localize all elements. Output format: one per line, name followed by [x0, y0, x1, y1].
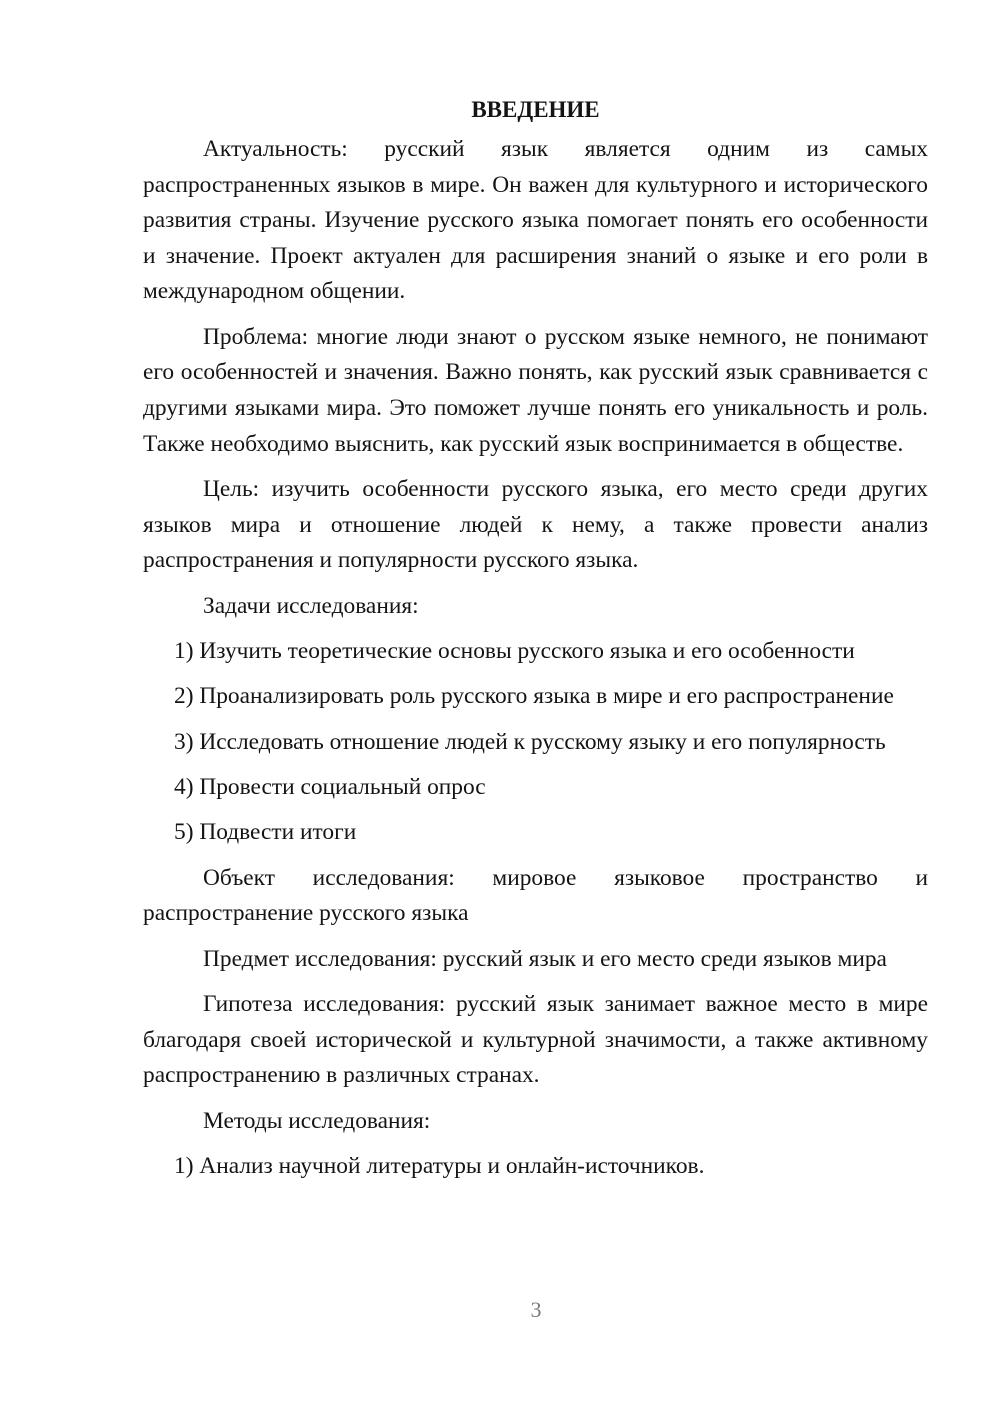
methods-heading: Методы исследования: — [203, 1107, 431, 1134]
goal-paragraph: Цель: изучить особенности русского языка, его место среди других языков мира и отношение людей к нему, а также провести анализ распространения и популярности русского языка. — [143, 475, 928, 574]
hypothesis-paragraph: Гипотеза исследования: русский язык занимает важное место в мире благодаря своей исторической и культурной значимости, а также активному распространению в различных странах. — [143, 991, 928, 1089]
problem-paragraph: Проблема: многие люди знают о русском языке немного, не понимают его особенностей и значения. Важно понять, как русский язык сравнивается с другими языками мира. Это поможет лучше понять его уникальность и роль. Также необходимо выяснить, как русский язык воспринимается в обществе. — [143, 323, 928, 457]
task-item: 4) Провести социальный опрос — [174, 774, 486, 801]
research-subject-paragraph: Предмет исследования: русский язык и его место среди языков мира — [203, 945, 887, 972]
task-item: 2) Проанализировать роль русского языка в мире и его распространение — [174, 683, 894, 710]
tasks-heading: Задачи исследования: — [203, 592, 419, 619]
section-title: ВВЕДЕНИЕ — [471, 97, 600, 122]
task-item: 1) Изучить теоретические основы русского языка и его особенности — [174, 637, 855, 664]
page-content — [143, 92, 928, 1185]
task-item: 5) Подвести итоги — [174, 819, 357, 846]
page-number: 3 — [530, 1297, 542, 1322]
relevance-paragraph: Актуальность: русский язык является одним из самых распространенных языков в мире. Он важен для культурного и исторического развития страны. Изучение русского языка помогает понять его особенности и значение. Проект актуален для расширения знаний о языке и его роли в международном общении. — [143, 136, 928, 305]
research-object-paragraph: Объект исследования: мировое языковое пространство и распространение русского языка — [143, 864, 928, 927]
method-item: 1) Анализ научной литературы и онлайн-источников. — [174, 1153, 705, 1180]
task-item: 3) Исследовать отношение людей к русскому языку и его популярность — [174, 728, 886, 755]
